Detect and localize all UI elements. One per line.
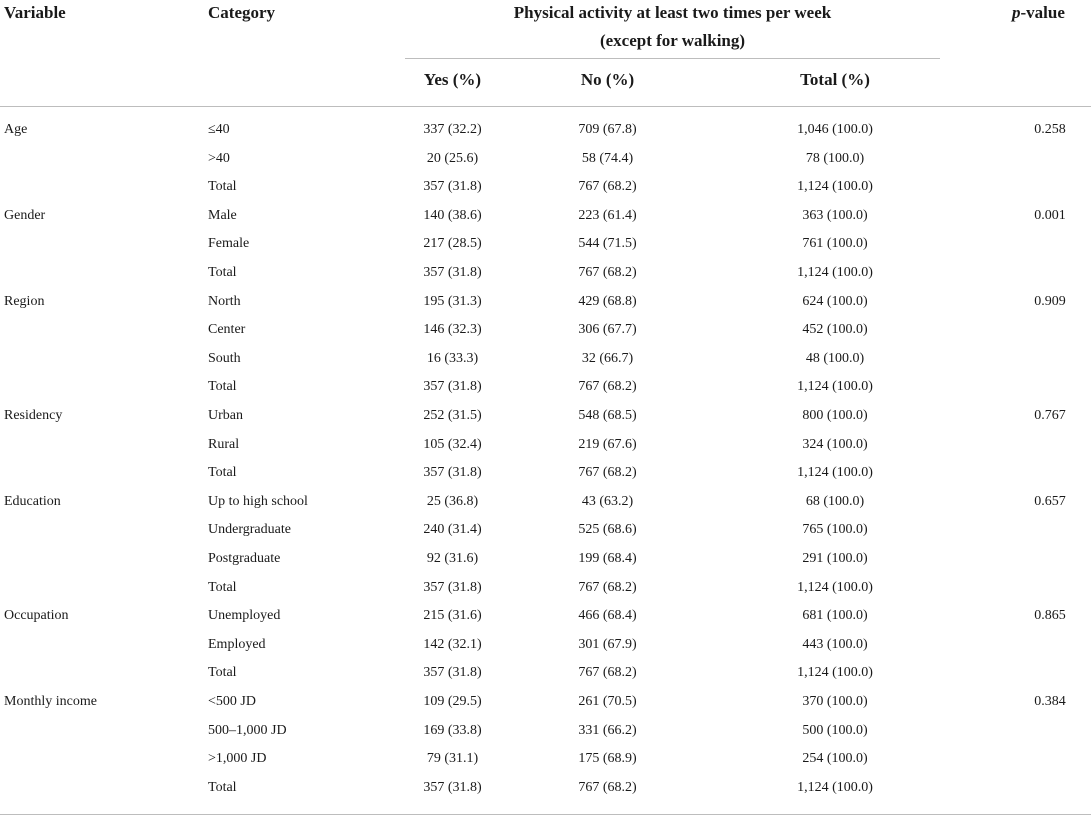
cell-total: 1,124 (100.0) bbox=[797, 665, 873, 680]
cell-yes: 92 (31.6) bbox=[426, 551, 479, 566]
cell-p: 0.258 bbox=[1034, 122, 1066, 137]
cell-p: 0.384 bbox=[1034, 694, 1066, 709]
cell-total: 1,124 (100.0) bbox=[797, 780, 873, 795]
cell-category: Total bbox=[208, 379, 237, 394]
header-yes: Yes (%) bbox=[423, 70, 482, 89]
cell-total: 68 (100.0) bbox=[805, 494, 865, 509]
cell-p: 0.865 bbox=[1034, 608, 1066, 623]
cell-category: Total bbox=[208, 580, 237, 595]
cell-yes: 252 (31.5) bbox=[423, 408, 482, 423]
cell-yes: 105 (32.4) bbox=[423, 437, 482, 452]
cell-yes: 215 (31.6) bbox=[423, 608, 482, 623]
cell-total: 1,124 (100.0) bbox=[797, 379, 873, 394]
cell-category: >40 bbox=[208, 151, 230, 166]
cell-total: 363 (100.0) bbox=[802, 208, 868, 223]
cell-category: South bbox=[208, 351, 241, 366]
cell-variable: Education bbox=[4, 494, 61, 509]
cell-total: 452 (100.0) bbox=[802, 322, 868, 337]
cell-p: 0.767 bbox=[1034, 408, 1066, 423]
cell-category: <500 JD bbox=[208, 694, 256, 709]
group-header-rule bbox=[405, 58, 940, 59]
cell-no: 767 (68.2) bbox=[578, 780, 637, 795]
cell-yes: 357 (31.8) bbox=[423, 465, 482, 480]
cell-no: 223 (61.4) bbox=[578, 208, 637, 223]
cell-no: 429 (68.8) bbox=[578, 294, 637, 309]
cell-total: 761 (100.0) bbox=[802, 236, 868, 251]
header-total: Total (%) bbox=[800, 70, 870, 89]
cell-p: 0.657 bbox=[1034, 494, 1066, 509]
cell-yes: 25 (36.8) bbox=[426, 494, 479, 509]
cell-yes: 357 (31.8) bbox=[423, 179, 482, 194]
cell-total: 500 (100.0) bbox=[802, 723, 868, 738]
cell-total: 800 (100.0) bbox=[802, 408, 868, 423]
cell-no: 331 (66.2) bbox=[578, 723, 637, 738]
cell-category: Female bbox=[208, 236, 250, 251]
cell-total: 370 (100.0) bbox=[802, 694, 868, 709]
cell-yes: 20 (25.6) bbox=[426, 151, 479, 166]
cell-variable: Gender bbox=[4, 208, 46, 223]
cell-category: Total bbox=[208, 665, 237, 680]
cell-no: 767 (68.2) bbox=[578, 179, 637, 194]
cell-yes: 357 (31.8) bbox=[423, 580, 482, 595]
cell-total: 1,124 (100.0) bbox=[797, 265, 873, 280]
cell-total: 681 (100.0) bbox=[802, 608, 868, 623]
cell-no: 767 (68.2) bbox=[578, 580, 637, 595]
header-category: Category bbox=[208, 3, 276, 22]
cell-no: 261 (70.5) bbox=[578, 694, 637, 709]
cell-variable: Region bbox=[4, 294, 45, 309]
header-p-value bbox=[1012, 3, 1065, 23]
cell-category: >1,000 JD bbox=[208, 751, 267, 766]
cell-no: 525 (68.6) bbox=[578, 522, 637, 537]
cell-no: 767 (68.2) bbox=[578, 265, 637, 280]
cell-yes: 357 (31.8) bbox=[423, 780, 482, 795]
header-bottom-rule bbox=[0, 106, 1091, 107]
cell-yes: 240 (31.4) bbox=[423, 522, 482, 537]
cell-no: 767 (68.2) bbox=[578, 379, 637, 394]
table-bottom-rule bbox=[0, 814, 1091, 815]
cell-category: Male bbox=[208, 208, 237, 223]
cell-variable: Age bbox=[4, 122, 28, 137]
cell-category: Unemployed bbox=[208, 608, 281, 623]
cell-p: 0.909 bbox=[1034, 294, 1066, 309]
cell-category: ≤40 bbox=[208, 122, 230, 137]
cell-category: Total bbox=[208, 465, 237, 480]
cell-no: 199 (68.4) bbox=[578, 551, 637, 566]
cell-variable: Residency bbox=[4, 408, 63, 423]
cell-total: 624 (100.0) bbox=[802, 294, 868, 309]
cell-category: Urban bbox=[208, 408, 243, 423]
cell-no: 548 (68.5) bbox=[578, 408, 637, 423]
cell-no: 767 (68.2) bbox=[578, 465, 637, 480]
header-p-suffix: -value bbox=[1020, 3, 1065, 22]
cell-category: Total bbox=[208, 265, 237, 280]
header-variable: Variable bbox=[4, 3, 66, 22]
cell-total: 1,124 (100.0) bbox=[797, 179, 873, 194]
cell-total: 1,124 (100.0) bbox=[797, 465, 873, 480]
cell-yes: 109 (29.5) bbox=[423, 694, 482, 709]
cell-variable: Monthly income bbox=[4, 694, 97, 709]
cell-no: 306 (67.7) bbox=[578, 322, 637, 337]
cell-no: 219 (67.6) bbox=[578, 437, 637, 452]
cell-category: Total bbox=[208, 179, 237, 194]
cell-total: 324 (100.0) bbox=[802, 437, 868, 452]
cell-category: North bbox=[208, 294, 241, 309]
cell-total: 291 (100.0) bbox=[802, 551, 868, 566]
cell-yes: 16 (33.3) bbox=[426, 351, 479, 366]
cell-category: Postgraduate bbox=[208, 551, 281, 566]
cell-total: 1,046 (100.0) bbox=[797, 122, 873, 137]
cell-yes: 217 (28.5) bbox=[423, 236, 482, 251]
cell-yes: 142 (32.1) bbox=[423, 637, 482, 652]
cell-yes: 357 (31.8) bbox=[423, 265, 482, 280]
cell-yes: 79 (31.1) bbox=[426, 751, 479, 766]
header-no: No (%) bbox=[580, 70, 635, 89]
cell-yes: 337 (32.2) bbox=[423, 122, 482, 137]
cell-yes: 146 (32.3) bbox=[423, 322, 482, 337]
cell-yes: 357 (31.8) bbox=[423, 379, 482, 394]
cell-total: 78 (100.0) bbox=[805, 151, 865, 166]
cell-no: 544 (71.5) bbox=[578, 236, 637, 251]
cell-total: 765 (100.0) bbox=[802, 522, 868, 537]
cell-no: 709 (67.8) bbox=[578, 122, 637, 137]
cell-no: 32 (66.7) bbox=[581, 351, 634, 366]
cell-no: 466 (68.4) bbox=[578, 608, 637, 623]
cell-category: Rural bbox=[208, 437, 240, 452]
cell-total: 254 (100.0) bbox=[802, 751, 868, 766]
cell-p: 0.001 bbox=[1034, 208, 1066, 223]
cell-category: Employed bbox=[208, 637, 266, 652]
cell-total: 48 (100.0) bbox=[805, 351, 865, 366]
cell-total: 443 (100.0) bbox=[802, 637, 868, 652]
cell-no: 301 (67.9) bbox=[578, 637, 637, 652]
cell-no: 175 (68.9) bbox=[578, 751, 637, 766]
header-p-letter: p bbox=[1012, 3, 1021, 22]
cell-no: 43 (63.2) bbox=[581, 494, 634, 509]
cell-total: 1,124 (100.0) bbox=[797, 580, 873, 595]
cell-yes: 169 (33.8) bbox=[423, 723, 482, 738]
cell-category: Undergraduate bbox=[208, 522, 291, 537]
cell-variable: Occupation bbox=[4, 608, 69, 623]
cell-category: Up to high school bbox=[208, 494, 308, 509]
cell-no: 767 (68.2) bbox=[578, 665, 637, 680]
header-group-title-line2: (except for walking) bbox=[599, 31, 746, 50]
cell-category: 500–1,000 JD bbox=[208, 723, 287, 738]
cell-yes: 140 (38.6) bbox=[423, 208, 482, 223]
header-group-title-line1: Physical activity at least two times per week bbox=[513, 3, 832, 22]
cell-category: Center bbox=[208, 322, 246, 337]
cell-category: Total bbox=[208, 780, 237, 795]
cell-yes: 357 (31.8) bbox=[423, 665, 482, 680]
cell-yes: 195 (31.3) bbox=[423, 294, 482, 309]
cell-no: 58 (74.4) bbox=[581, 151, 634, 166]
